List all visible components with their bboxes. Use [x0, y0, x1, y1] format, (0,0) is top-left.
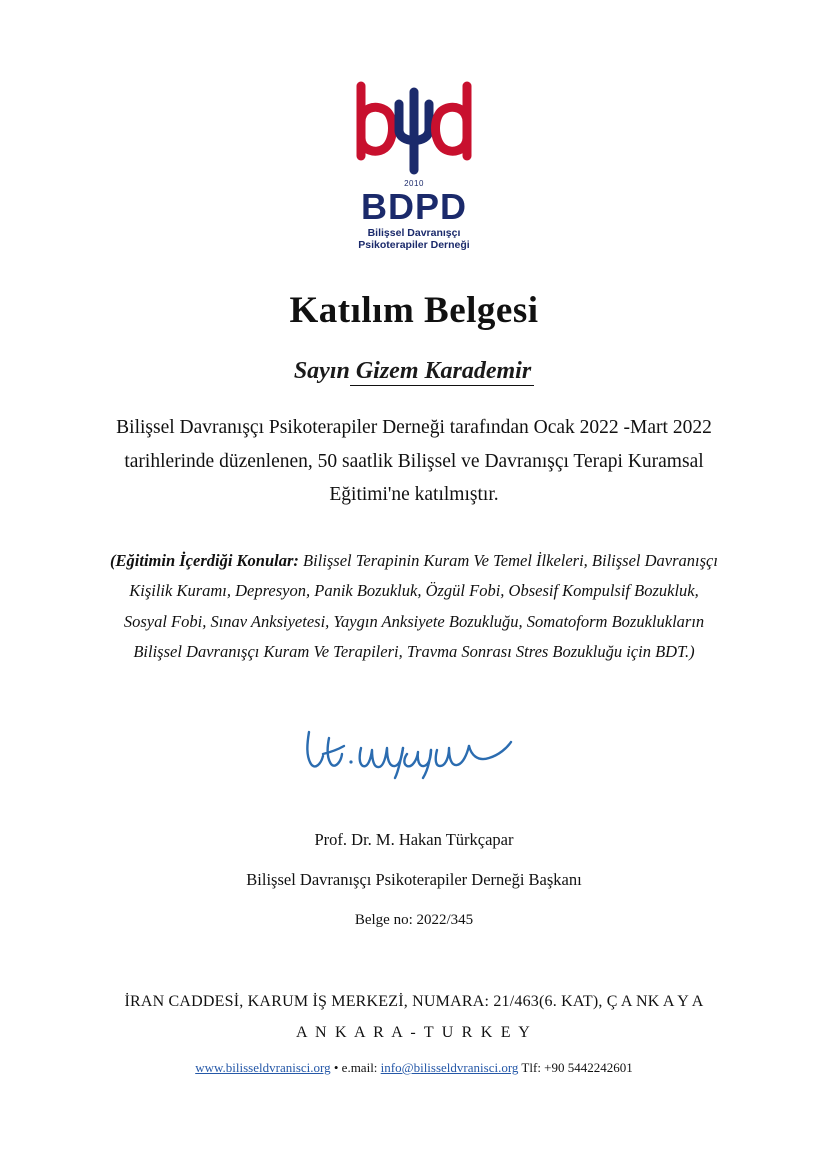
email-link[interactable]: info@bilisseldvranisci.org	[380, 1060, 519, 1075]
logo-subtitle	[358, 227, 469, 251]
footer-contact	[0, 1060, 828, 1076]
association-logo	[0, 0, 828, 251]
document-number: Belge no: 2022/345	[354, 912, 474, 929]
recipient-label: Sayın	[293, 358, 350, 385]
covered-topics	[109, 546, 719, 668]
logo-year: 2010	[404, 179, 424, 188]
bdpd-monogram-icon	[339, 78, 489, 183]
recipient-name: Gizem Karademir	[350, 358, 534, 386]
footer-phone: Tlf: +90 5442242601	[518, 1060, 633, 1075]
covered-topics-text: Bilişsel Terapinin Kuram Ve Temel İlkeleri, Bilişsel Davranışçı Kişilik Kuramı, Depresyon, Panik Bozukluk, Özgül Fobi, Obsesif Kompulsif Bozukluk, Sosyal Fobi, Sınav Anksiyetesi, Yaygın Anksiyete Bozukluğu, Somatoform Bozuklukların Bilişsel Davranışçı Kuram Ve Terapileri, Travma Sonrası Stres Bozukluğu için BDT.)	[123, 550, 718, 662]
website-link[interactable]: www.bilisseldvranisci.org	[195, 1060, 331, 1075]
signer-name: Prof. Dr. M. Hakan Türkçapar	[314, 829, 514, 849]
recipient-line	[0, 358, 828, 385]
logo-subtitle-line-2: Psikoterapiler Derneği	[358, 239, 470, 252]
logo-subtitle-line-1: Bilişsel Davranışçı	[367, 227, 461, 239]
certificate-body-text: Bilişsel Davranışçı Psikoterapiler Derneği tarafından Ocak 2022 -Mart 2022 tarihlerinde düzenlenen, 50 saatlik Bilişsel ve Davranışçı Terapi Kuramsal Eğitimi'ne katılmıştır.	[116, 417, 712, 506]
logo-acronym: BDPD	[360, 186, 467, 227]
signer-role: Bilişsel Davranışçı Psikoterapiler Derneği Başkanı	[246, 870, 582, 890]
footer-address-line-2: A N K A R A - T U R K E Y	[295, 1024, 533, 1041]
footer-address-line-1: İRAN CADDESİ, KARUM İŞ MERKEZİ, NUMARA: 21/463(6. KAT), Ç A NK A Y A	[124, 993, 704, 1010]
covered-topics-label: (Eğitimin İçerdiği Konular:	[110, 550, 299, 570]
handwritten-signature	[0, 724, 828, 784]
footer	[0, 993, 828, 1076]
footer-separator: • e.mail:	[330, 1060, 381, 1075]
page-title: Katılım Belgesi	[289, 290, 539, 332]
